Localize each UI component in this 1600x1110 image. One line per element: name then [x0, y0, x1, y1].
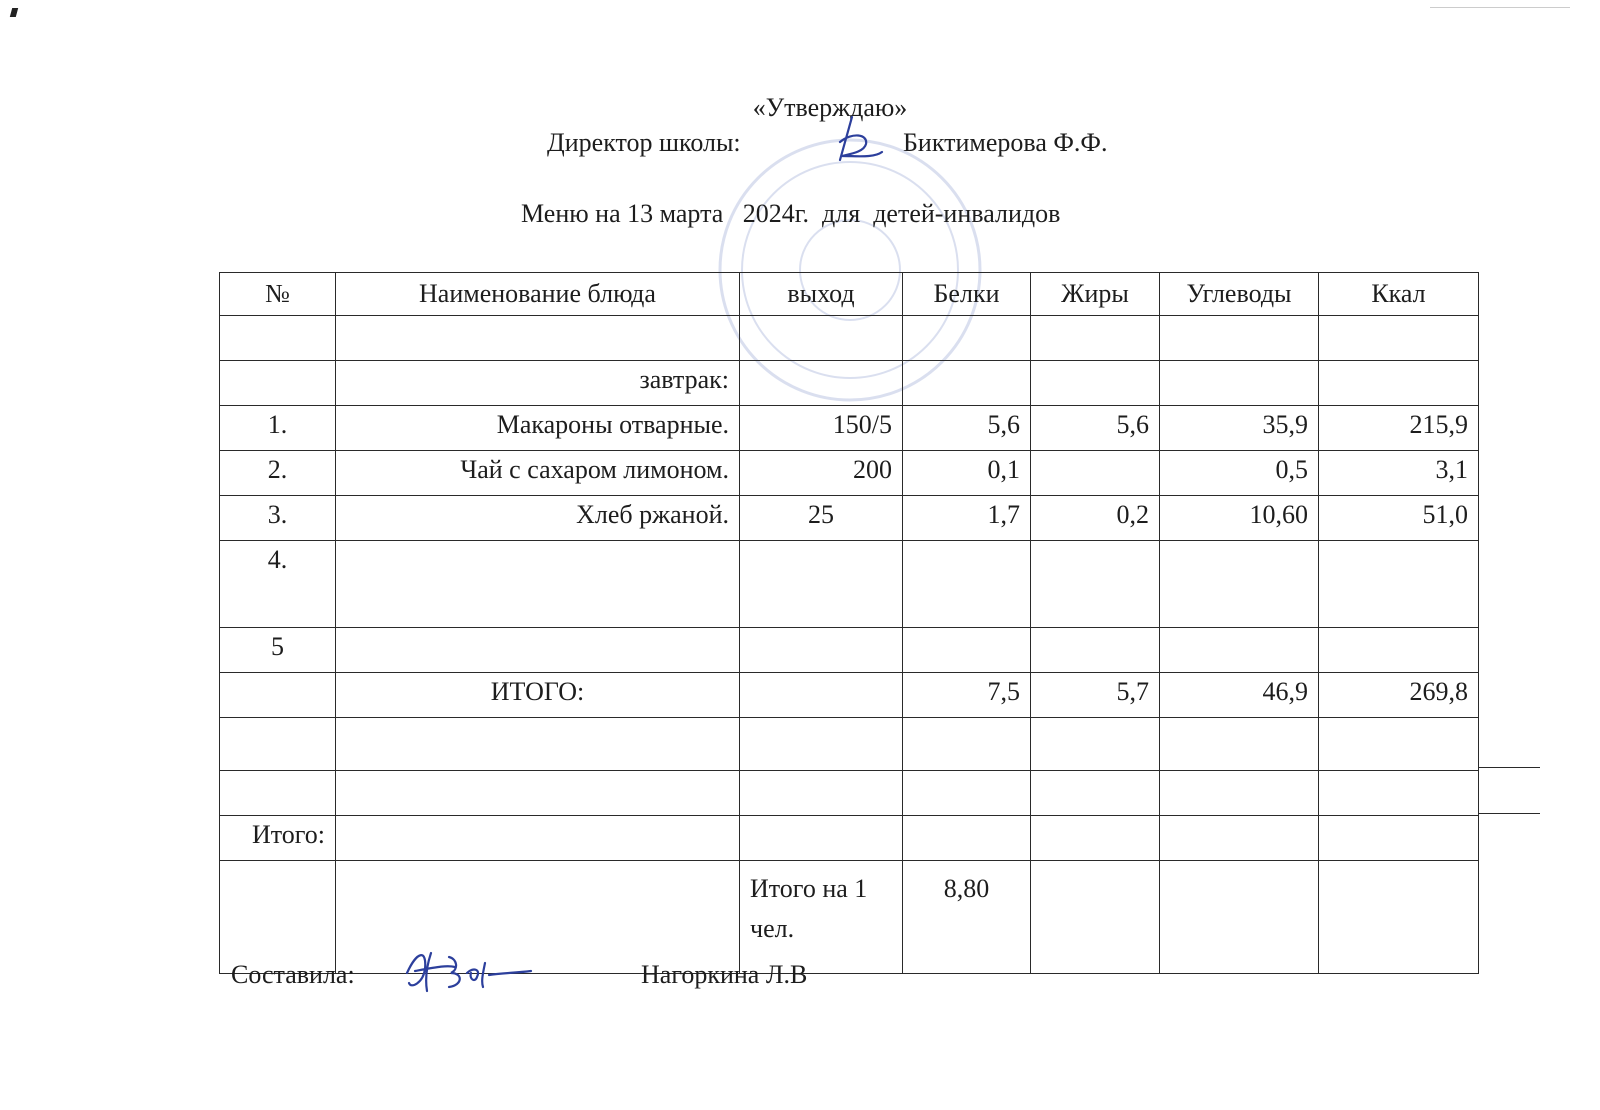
empty-row	[220, 718, 1479, 771]
total-row	[220, 816, 1479, 861]
dish-output: 25	[740, 496, 903, 541]
scan-corner-mark	[10, 8, 18, 17]
subtotal-fat: 5,7	[1031, 673, 1160, 718]
per-person-label: Итого на 1 чел.	[740, 861, 903, 974]
table-extension-line	[1478, 767, 1540, 768]
table-cell	[1160, 861, 1319, 974]
table-row	[220, 451, 1479, 496]
compiled-name: Нагоркина Л.В	[641, 960, 808, 989]
director-name: Биктимерова Ф.Ф.	[903, 128, 1108, 157]
table-cell	[1160, 361, 1319, 406]
dish-carbs: 0,5	[1160, 451, 1319, 496]
table-cell	[1319, 718, 1479, 771]
subtotal-kcal: 269,8	[1319, 673, 1479, 718]
dish-kcal: 51,0	[1319, 496, 1479, 541]
table-cell	[1031, 718, 1160, 771]
table-cell	[903, 771, 1031, 816]
table-cell	[903, 718, 1031, 771]
dish-output: 150/5	[740, 406, 903, 451]
table-cell	[220, 861, 336, 974]
dish-protein: 5,6	[903, 406, 1031, 451]
table-cell	[903, 361, 1031, 406]
row-number: 1.	[220, 406, 336, 451]
director-label: Директор школы:	[547, 128, 741, 157]
table-cell	[740, 316, 903, 361]
approve-label: «Утверждаю»	[752, 93, 908, 122]
table-header-row	[220, 273, 1479, 316]
dish-protein	[903, 541, 1031, 628]
column-header: Белки	[903, 273, 1031, 316]
table-extension-line	[1478, 813, 1540, 814]
dish-protein: 0,1	[903, 451, 1031, 496]
per-person-value: 8,80	[903, 861, 1031, 974]
dish-kcal: 3,1	[1319, 451, 1479, 496]
dish-kcal: 215,9	[1319, 406, 1479, 451]
column-header: №	[220, 273, 336, 316]
column-header: Ккал	[1319, 273, 1479, 316]
dish-fat	[1031, 451, 1160, 496]
row-number: 5	[220, 628, 336, 673]
table-cell	[903, 316, 1031, 361]
dish-protein	[903, 628, 1031, 673]
menu-title: Меню на 13 марта 2024г. для детей-инвалидов	[521, 199, 1061, 228]
dish-name: Хлеб ржаной.	[336, 496, 740, 541]
table-cell	[1319, 316, 1479, 361]
table-cell	[1031, 771, 1160, 816]
dish-output: 200	[740, 451, 903, 496]
table-cell	[740, 771, 903, 816]
table-cell	[336, 771, 740, 816]
subtotal-carbs: 46,9	[1160, 673, 1319, 718]
row-number: 4.	[220, 541, 336, 628]
empty-row	[220, 771, 1479, 816]
dish-carbs: 35,9	[1160, 406, 1319, 451]
table-cell	[1160, 718, 1319, 771]
dish-carbs	[1160, 628, 1319, 673]
table-row	[220, 541, 1479, 628]
director-signature-icon	[822, 112, 892, 172]
table-cell	[740, 673, 903, 718]
table-cell	[220, 361, 336, 406]
dish-protein: 1,7	[903, 496, 1031, 541]
table-cell	[1031, 816, 1160, 861]
table-row	[220, 406, 1479, 451]
table-cell	[1319, 861, 1479, 974]
dish-output	[740, 628, 903, 673]
table-cell	[740, 718, 903, 771]
menu-table	[219, 272, 1479, 974]
table-cell	[1319, 361, 1479, 406]
table-cell	[220, 316, 336, 361]
table-row	[220, 496, 1479, 541]
table-cell	[220, 771, 336, 816]
dish-carbs: 10,60	[1160, 496, 1319, 541]
table-cell	[1160, 771, 1319, 816]
table-cell	[336, 316, 740, 361]
dish-name	[336, 628, 740, 673]
dish-fat	[1031, 628, 1160, 673]
table-cell	[1319, 816, 1479, 861]
table-cell	[903, 816, 1031, 861]
total-label: Итого:	[220, 816, 336, 861]
table-cell	[1160, 316, 1319, 361]
table-cell	[1160, 816, 1319, 861]
table-cell	[220, 718, 336, 771]
column-header: Жиры	[1031, 273, 1160, 316]
subtotal-row	[220, 673, 1479, 718]
table-cell	[740, 361, 903, 406]
table-row	[220, 628, 1479, 673]
table-cell	[336, 718, 740, 771]
dish-output	[740, 541, 903, 628]
row-number: 3.	[220, 496, 336, 541]
subtotal-protein: 7,5	[903, 673, 1031, 718]
subtotal-label: ИТОГО:	[336, 673, 740, 718]
table-cell	[740, 816, 903, 861]
compiler-signature-icon	[397, 943, 537, 998]
dish-name: Чай с сахаром лимоном.	[336, 451, 740, 496]
empty-row	[220, 316, 1479, 361]
breakfast-row	[220, 361, 1479, 406]
dish-name: Макароны отварные.	[336, 406, 740, 451]
table-cell	[1031, 316, 1160, 361]
dish-carbs	[1160, 541, 1319, 628]
dish-kcal	[1319, 541, 1479, 628]
scan-edge-line	[1430, 7, 1570, 8]
column-header: выход	[740, 273, 903, 316]
column-header: Наименование блюда	[336, 273, 740, 316]
table-cell	[220, 673, 336, 718]
breakfast-label: завтрак:	[336, 361, 740, 406]
dish-kcal	[1319, 628, 1479, 673]
table-cell	[1319, 771, 1479, 816]
table-cell	[336, 816, 740, 861]
row-number: 2.	[220, 451, 336, 496]
table-cell	[1031, 361, 1160, 406]
dish-fat	[1031, 541, 1160, 628]
column-header: Углеводы	[1160, 273, 1319, 316]
table-cell	[1031, 861, 1160, 974]
dish-name	[336, 541, 740, 628]
dish-fat: 0,2	[1031, 496, 1160, 541]
compiled-label: Составила:	[231, 960, 355, 989]
dish-fat: 5,6	[1031, 406, 1160, 451]
